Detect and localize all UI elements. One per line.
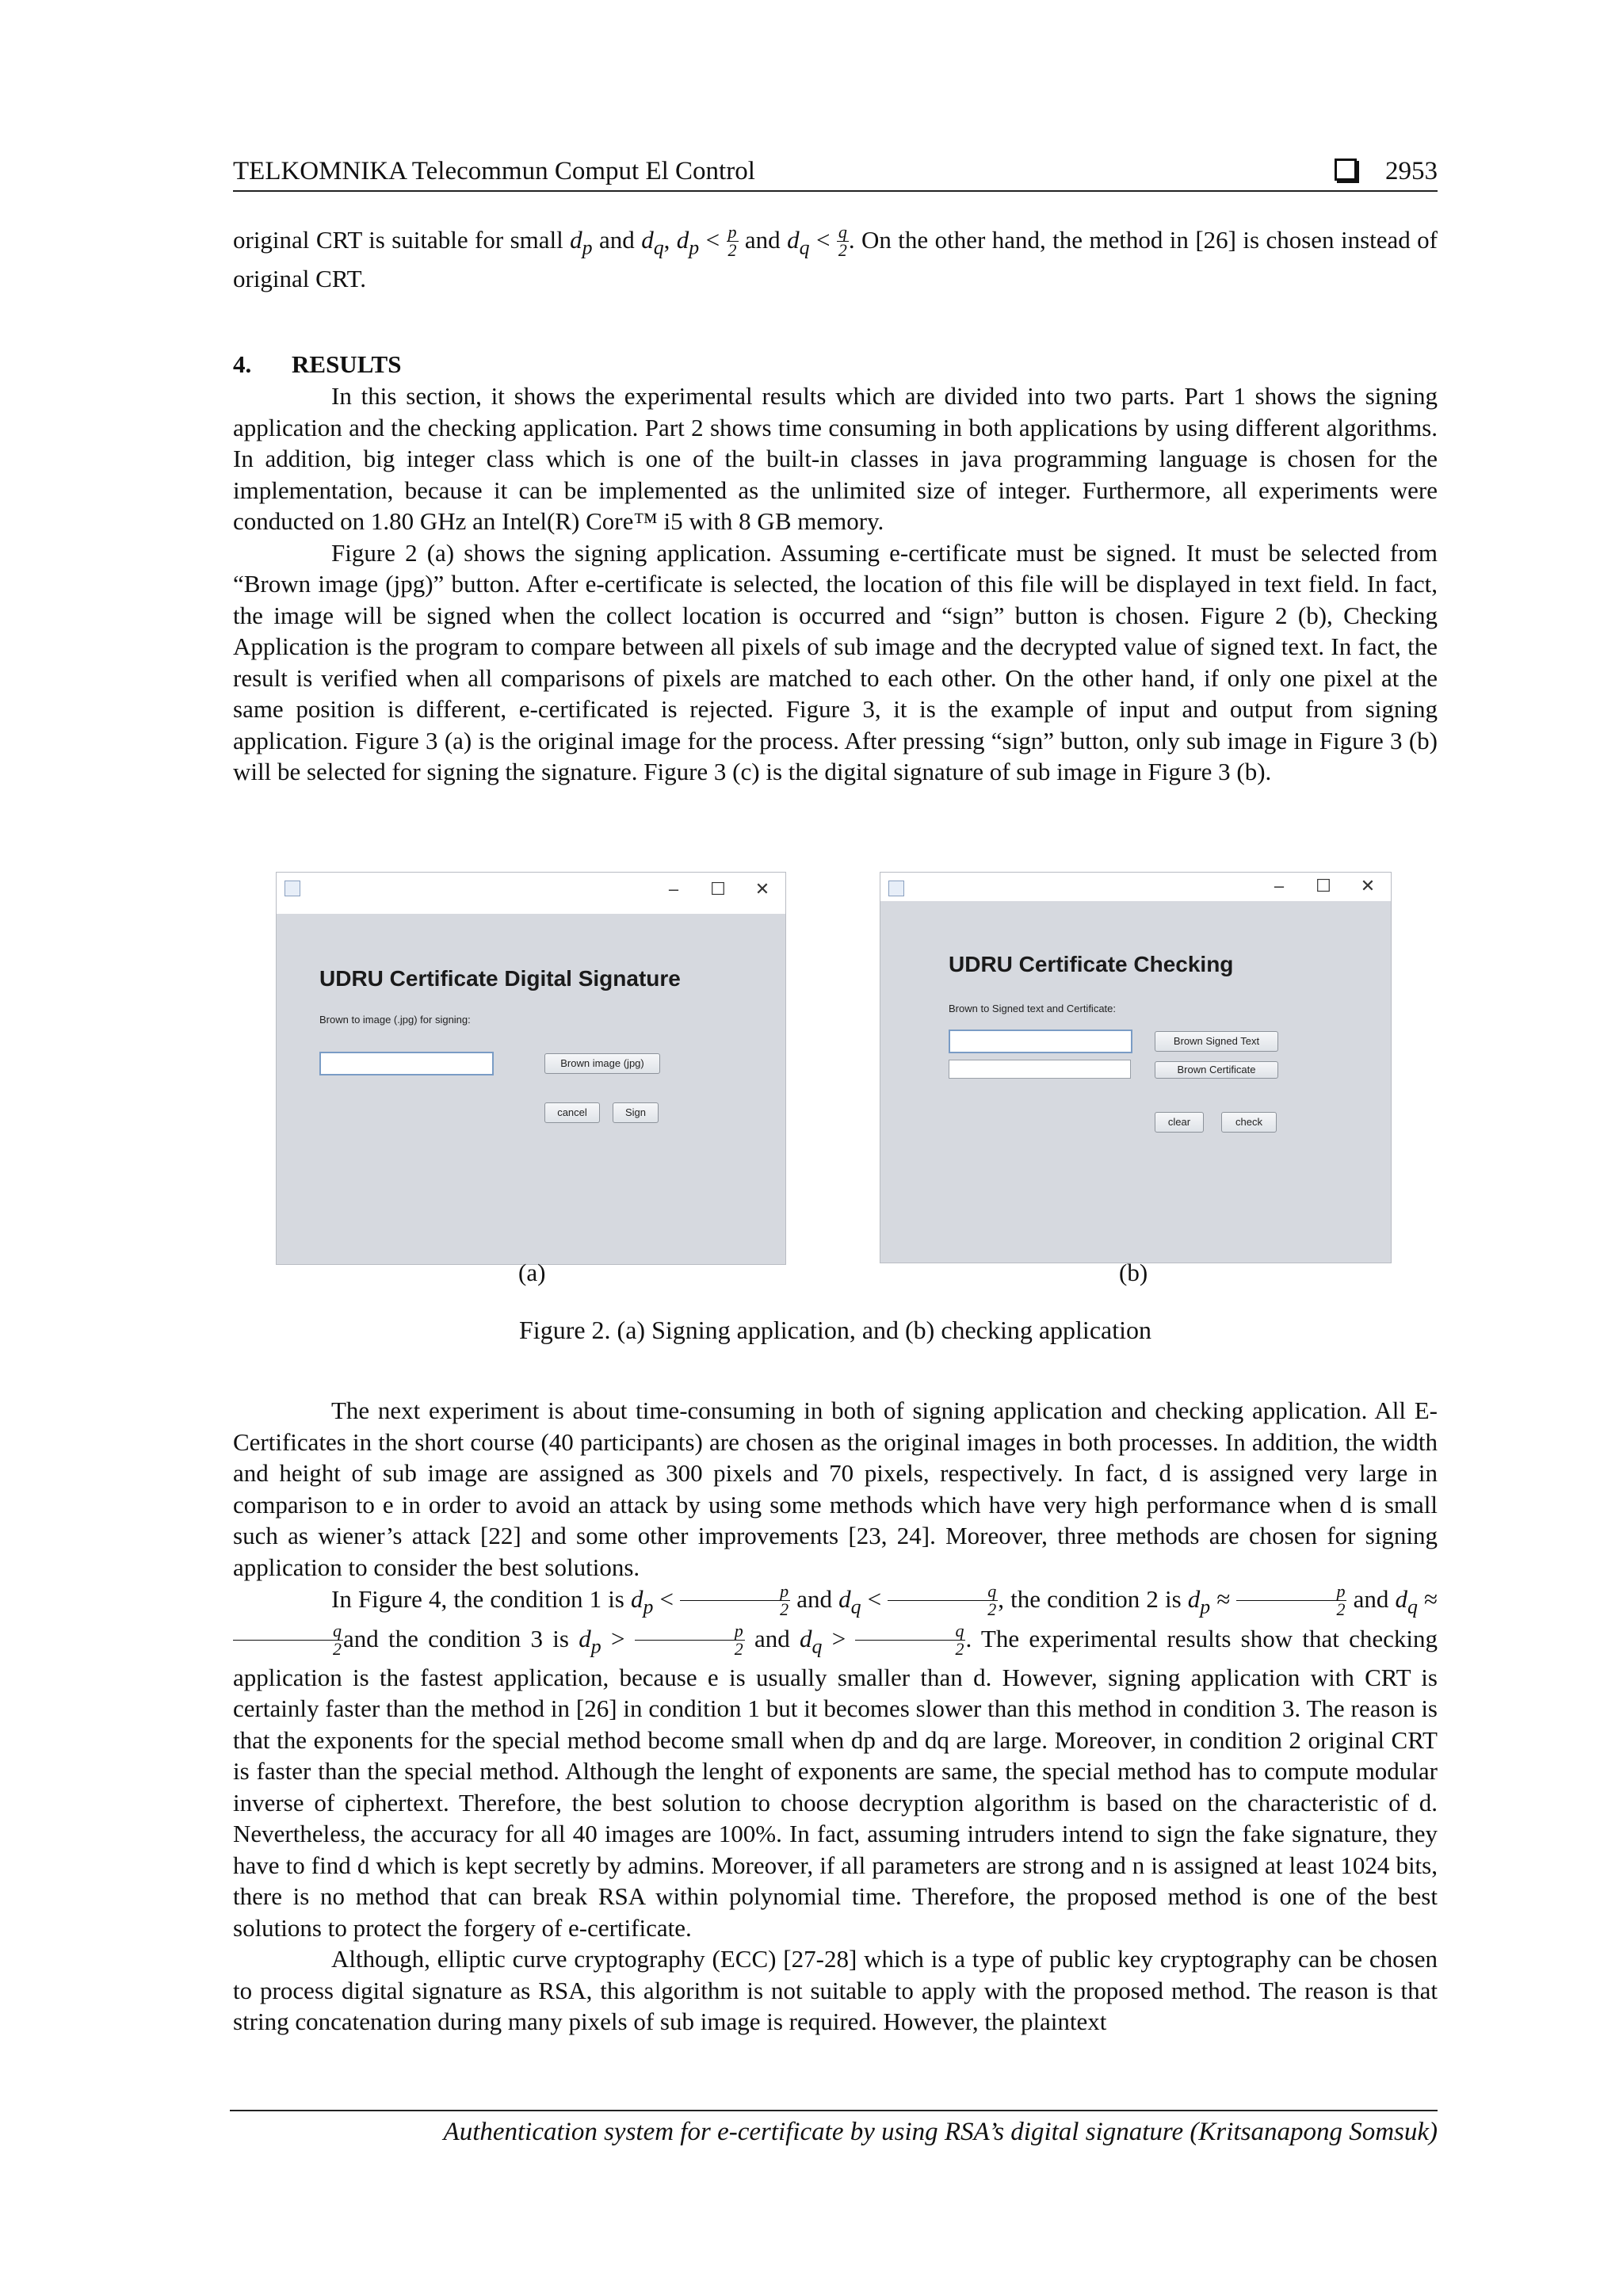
fraction-q-over-2: $\frac{q}{2}$ <box>855 1622 965 1658</box>
app-title: UDRU Certificate Checking <box>949 952 1234 976</box>
paragraph: Although, elliptic curve cryptography (ECC) [27-28] which is a type of public key cryptography can be chosen to process digital signature as RSA, this algorithm is not suitable to apply with the proposed method. The reason is that string concatenation during many pixels of sub image is required. However, the plaintext <box>233 1945 1438 2036</box>
fraction-q-over-2: $\frac{q}{2}$ <box>233 1622 343 1658</box>
instruction-label: Brown to Signed text and Certificate: <box>949 1003 1117 1014</box>
fraction-p-over-2: $\frac{p}{2}$ <box>680 1583 790 1618</box>
browse-signed-text-button[interactable]: Brown Signed Text <box>1155 1031 1278 1052</box>
cancel-button[interactable]: cancel <box>544 1102 600 1123</box>
subfigure-label-a: (a) <box>518 1259 546 1286</box>
browse-certificate-button[interactable]: Brown Certificate <box>1155 1061 1278 1079</box>
signed-text-path-field[interactable] <box>949 1030 1132 1053</box>
certificate-path-field[interactable] <box>949 1060 1131 1079</box>
checking-application-window <box>880 872 1392 1263</box>
subfigure-label-b: (b) <box>1119 1259 1148 1286</box>
results-paragraphs <box>233 380 1438 788</box>
title-bar <box>880 873 1391 901</box>
java-app-icon <box>888 881 904 896</box>
clear-button[interactable]: clear <box>1155 1112 1204 1133</box>
section-heading: 4. RESULTS <box>233 350 402 378</box>
figure-caption: Figure 2. (a) Signing application, and (b) checking application <box>519 1316 1151 1344</box>
close-icon[interactable]: ✕ <box>1360 876 1376 896</box>
continued-paragraph: original CRT is suitable for small $d_p$ and $d_q$, $d_p$ < $\frac{p}{2}$ and $d_q$ < $\frac{q}{2}$ . On the other hand, the method in [26] is chosen instead of original CRT. <box>233 222 1438 292</box>
fraction-p-over-2: $\frac{p}{2}$ <box>1236 1583 1346 1618</box>
time-consuming-paragraphs <box>233 1395 1438 2038</box>
minimize-icon[interactable]: – <box>1274 876 1285 896</box>
conditions-paragraph: In Figure 4, the condition 1 is $d_p$ < $\frac{p}{2}$ and $d_q$ < $\frac{q}{2}$ , the condition 2 is $d_p$ ≈ $\frac{p}{2}$ and $d_q$ ≈ $\frac{q}{2}$ and the condition 3 is $d_p$ > $\frac{p}{2}$ and $d_q$ > $\frac{q}{2}$ . The experimental results show that checking application is the fastest application, because e is usually smaller than d. However, signing application with CRT is certainly faster than the method in [26] in condition 1 but it becomes slower than this method in condition 3. The reason is that the exponents for the special method become small when dp and dq are large. Moreover, in condition 2 original CRT is faster than the special method. Although the lenght of exponents are same, the special method has to compute modular inverse of ciphertext. Therefore, the best solution to choose decryption algorithm is based on the characteristic of d. Nevertheless, the accuracy for all 40 images are 100%. In fact, assuming intruders intend to sign the fake signature, they have to find d which is kept secretly by admins. Moreover, if all parameters are strong and n is assigned at least 1024 bits, there is no method that can break RSA within polynomial time. Therefore, the proposed method is one of the best solutions to protect the forgery of e-certificate. <box>233 1581 1438 1942</box>
fraction-q-over-2: $\frac{q}{2}$ <box>838 222 847 260</box>
journal-name: TELKOMNIKA Telecommun Comput El Control <box>233 157 755 185</box>
signing-application-window <box>276 872 786 1265</box>
minimize-icon[interactable]: – <box>668 879 679 899</box>
fraction-p-over-2: $\frac{p}{2}$ <box>635 1622 745 1658</box>
maximize-icon[interactable]: ☐ <box>710 879 726 899</box>
fraction-p-over-2: $\frac{p}{2}$ <box>727 222 737 260</box>
page-number: 2953 <box>1385 157 1438 185</box>
running-footer: Authentication system for e-certificate by using RSA’s digital signature (Kritsanapong Somsuk) <box>443 2118 1438 2146</box>
paragraph: In this section, it shows the experimental results which are divided into two parts. Part 1 shows the signing application and the checking application. Part 2 shows time consuming in both applications by using different algorithms. In addition, big integer class which is one of the built-in classes in java programming language is chosen for the implementation, because it can be implemented as the unlimited size of integer. Furthermore, all experiments were conducted on 1.80 GHz an Intel(R) Core™ i5 with 8 GB memory. <box>233 382 1438 535</box>
square-icon <box>1335 159 1357 181</box>
running-header <box>233 155 1438 192</box>
fraction-q-over-2: $\frac{q}{2}$ <box>888 1583 998 1618</box>
image-path-field[interactable] <box>319 1052 494 1075</box>
check-button[interactable]: check <box>1221 1112 1277 1133</box>
java-app-icon <box>285 881 300 896</box>
paragraph: The next experiment is about time-consuming in both of signing application and checking application. All E-Certificates in the short course (40 participants) are chosen as the original images in both processes. In addition, the width and height of sub image are assigned as 300 pixels and 70 pixels, respectively. In fact, d is assigned very large in comparison to e in order to avoid an attack by using some methods which have very high performance when d is small such as wiener’s attack [22] and some other improvements [23, 24]. Moreover, three methods are chosen for signing application to consider the best solutions. <box>233 1396 1438 1581</box>
close-icon[interactable]: ✕ <box>754 879 770 899</box>
sign-button[interactable]: Sign <box>613 1102 659 1123</box>
paragraph: Figure 2 (a) shows the signing application. Assuming e-certificate must be signed. It must be selected from “Brown image (jpg)” button. After e-certificate is selected, the location of this file will be displayed in text field. In fact, the image will be signed when the collect location is occurred and “sign” button is chosen. Figure 2 (b), Checking Application is the program to compare between all pixels of sub image and the decrypted value of signed text. In fact, the result is verified when all comparisons of pixels are matched to each other. On the other hand, if only one pixel at the same position is different, e-certificated is rejected. Figure 3, it is the example of input and output from signing application. Figure 3 (a) is the original image for the process. After pressing “sign” button, only sub image in Figure 3 (b) will be selected for signing the signature. Figure 3 (c) is the digital signature of sub image in Figure 3 (b). <box>233 538 1438 785</box>
footer-rule <box>230 2110 1438 2111</box>
app-title: UDRU Certificate Digital Signature <box>319 966 681 991</box>
maximize-icon[interactable]: ☐ <box>1316 876 1331 896</box>
instruction-label: Brown to image (.jpg) for signing: <box>319 1014 471 1026</box>
title-bar <box>277 873 785 914</box>
browse-image-button[interactable]: Brown image (jpg) <box>544 1053 660 1074</box>
